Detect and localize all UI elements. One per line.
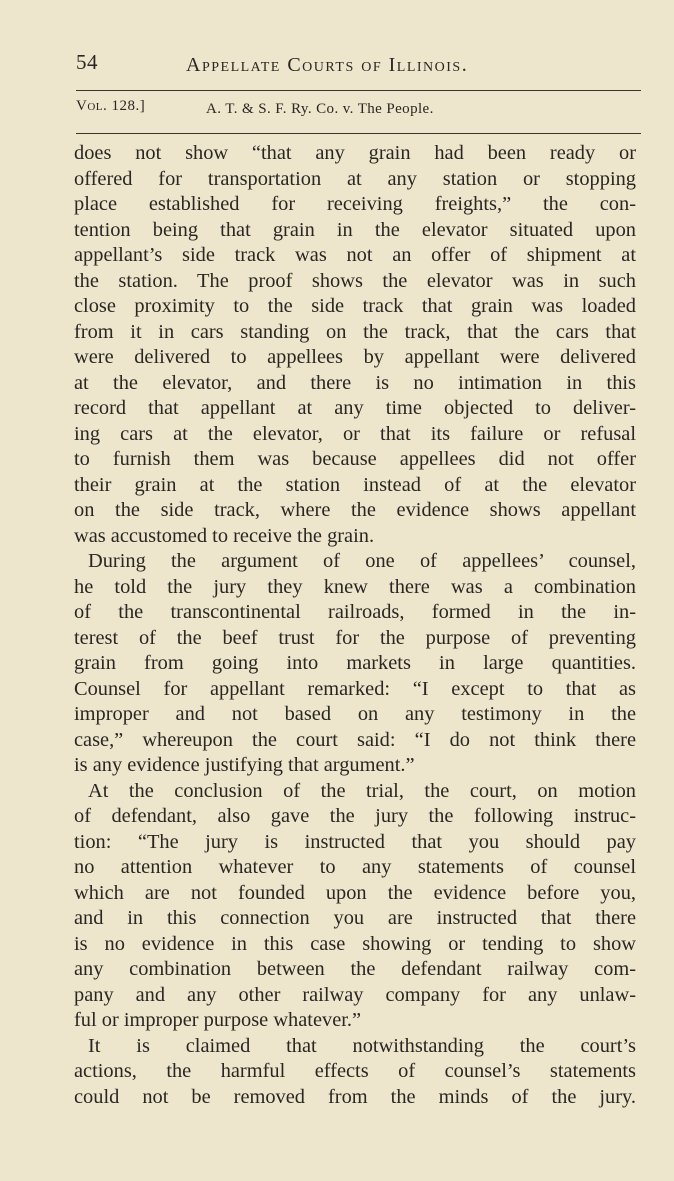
text-line: offered for transportation at any station or stopping: [74, 167, 636, 190]
text-line: of the transcontinental railroads, formed in the in-: [74, 601, 636, 623]
text-line: which are not founded upon the evidence before you,: [74, 881, 636, 904]
text-line: is any evidence justifying that argument.”: [74, 754, 415, 776]
paragraph-4: [74, 1034, 636, 1111]
case-name: A. T. & S. F. Ry. Co. v. The People.: [206, 101, 434, 117]
text-line: ing cars at the elevator, or that its failure or refusal: [74, 422, 636, 445]
text-line: pany and any other railway company for any unlaw-: [74, 983, 636, 1006]
text-line: tention being that grain in the elevator situated upon: [74, 218, 636, 241]
paragraph-3: [74, 779, 636, 1034]
text-line: to furnish them was because appellees did not offer: [74, 448, 636, 470]
text-line: were delivered to appellees by appellant were delivered: [74, 346, 636, 368]
volume-label: Vol. 128.]: [76, 98, 146, 114]
text-line: At the conclusion of the trial, the court, on motion: [88, 779, 636, 802]
text-line: grain from going into markets in large quantities.: [74, 652, 636, 674]
page-header: [76, 50, 641, 80]
text-line: was accustomed to receive the grain.: [74, 524, 375, 547]
body-text: [74, 141, 636, 1110]
text-line: It is claimed that notwithstanding the court’s: [88, 1034, 636, 1057]
text-line: is no evidence in this case showing or tending to show: [74, 932, 636, 955]
text-line: actions, the harmful effects of counsel’s statements: [74, 1060, 636, 1082]
text-line: he told the jury they knew there was a combination: [74, 575, 636, 598]
text-line: record that appellant at any time objected to deliver-: [74, 397, 636, 419]
paragraph-1: [74, 141, 636, 549]
text-line: improper and not based on any testimony in the: [74, 703, 636, 725]
text-line: place established for receiving freights,” the con-: [74, 193, 636, 215]
text-line: at the elevator, and there is no intimation in this: [74, 371, 636, 394]
text-line: any combination between the defendant railway com-: [74, 958, 636, 980]
text-line: could not be removed from the minds of the jury.: [74, 1085, 636, 1108]
text-line: does not show “that any grain had been ready or: [74, 142, 636, 164]
text-line: case,” whereupon the court said: “I do not think there: [74, 728, 636, 751]
text-line: close proximity to the side track that grain was loaded: [74, 295, 636, 317]
paragraph-2: [74, 549, 636, 779]
header-rule-bottom: [76, 133, 641, 134]
text-line: their grain at the station instead of at the elevator: [74, 473, 636, 496]
text-line: on the side track, where the evidence shows appellant: [74, 499, 636, 521]
text-line: Counsel for appellant remarked: “I except to that as: [74, 677, 636, 700]
text-line: no attention whatever to any statements of counsel: [74, 856, 636, 878]
text-line: ful or improper purpose whatever.”: [74, 1009, 362, 1031]
text-line: from it in cars standing on the track, that the cars that: [74, 320, 636, 343]
text-line: tion: “The jury is instructed that you should pay: [74, 830, 636, 853]
page-number: 54: [76, 50, 98, 74]
text-line: and in this connection you are instructed that there: [74, 907, 636, 929]
text-line: of defendant, also gave the jury the following instruc-: [74, 805, 636, 827]
case-subheader: [76, 98, 641, 124]
text-line: terest of the beef trust for the purpose of preventing: [74, 626, 636, 649]
text-line: During the argument of one of appellees’ counsel,: [88, 550, 636, 572]
header-rule-top: [76, 90, 641, 91]
text-line: appellant’s side track was not an offer of shipment at: [74, 244, 636, 266]
running-title: Appellate Courts of Illinois.: [186, 54, 469, 76]
text-line: the station. The proof shows the elevator was in such: [74, 269, 636, 292]
